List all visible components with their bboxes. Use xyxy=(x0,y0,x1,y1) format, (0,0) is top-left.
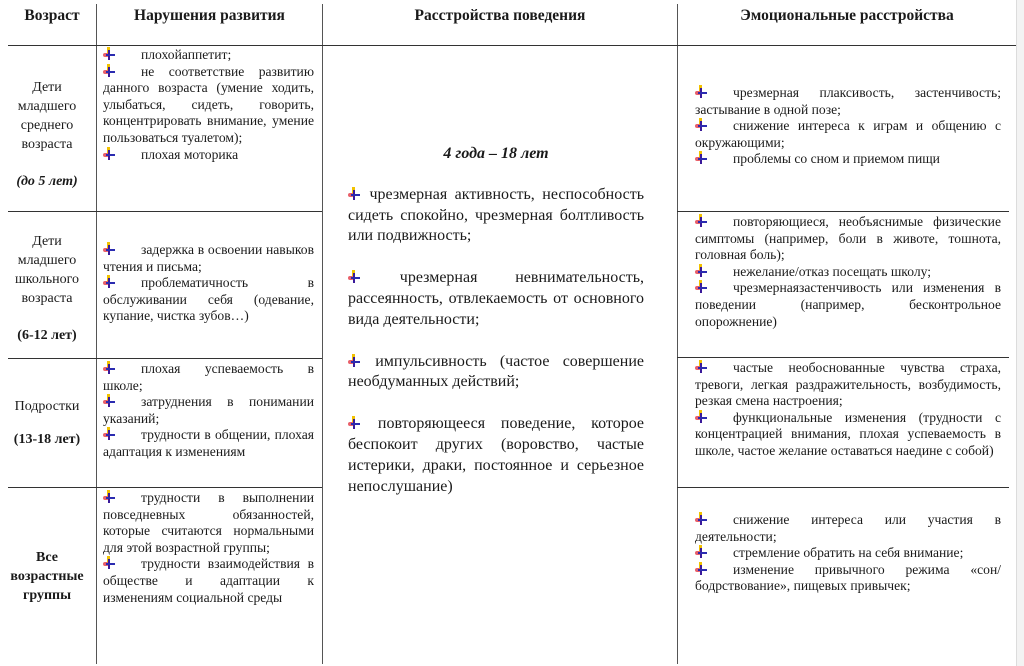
bullet-icon xyxy=(103,147,115,160)
age-name: Подростки xyxy=(14,399,80,414)
list-item: чрезмернаязастенчивость или изменения в поведении (например, бесконтрольное опорожнение) xyxy=(695,280,1001,329)
bullet-icon xyxy=(103,490,115,503)
age-name: Дети младшего школьного возраста xyxy=(15,234,79,306)
row-divider xyxy=(677,487,1009,488)
emotional-cell xyxy=(695,360,1001,460)
bullet-icon xyxy=(103,427,115,440)
bullet-icon xyxy=(103,556,115,569)
development-cell xyxy=(103,490,314,606)
behavior-cell xyxy=(348,144,644,518)
list-item: задержка в освоении навыков чтения и письма; xyxy=(103,242,314,274)
bullet-icon xyxy=(695,280,707,293)
column-divider xyxy=(96,4,97,664)
column-divider xyxy=(677,4,678,664)
behavior-age-range: 4 года – 18 лет xyxy=(443,145,549,162)
age-period: (13-18 лет) xyxy=(13,432,81,447)
list-item: плохая успеваемость в школе; xyxy=(103,361,314,393)
emotional-cell xyxy=(695,85,1001,168)
bullet-icon xyxy=(695,562,707,575)
list-item: чрезмерная активность, неспособность сидеть спокойно, чрезмерная болтливость или подвижность; xyxy=(348,185,645,245)
list-item: снижение интереса или участия в деятельности; xyxy=(695,512,1001,544)
age-cell xyxy=(6,232,88,345)
row-divider xyxy=(8,358,322,359)
list-item: частые необоснованные чувства страха, тревоги, легкая раздражительность, возбудимость, резкая смена настроения; xyxy=(695,360,1001,409)
list-item: проблемы со сном и приемом пищи xyxy=(695,151,1001,168)
header-emotional: Эмоциональные расстройства xyxy=(740,7,954,24)
bullet-icon xyxy=(103,361,115,374)
column-divider xyxy=(322,4,323,664)
emotional-cell xyxy=(695,512,1001,595)
list-item: стремление обратить на себя внимание; xyxy=(695,545,1001,562)
bullet-icon xyxy=(695,360,707,373)
list-item: плохая моторика xyxy=(103,147,314,164)
list-item: проблематичность в обслуживании себя (одевание, купание, чистка зубов…) xyxy=(103,275,314,324)
list-item: повторяющиеся, необъяснимые физические симптомы (например, боли в животе, тошнота, головная боль); xyxy=(695,214,1001,263)
age-cell xyxy=(6,78,88,191)
list-item: функциональные изменения (трудности с концентрацией внимания, плохая успеваемость в школе, частое желание оставаться наедине с собой) xyxy=(695,409,1001,458)
list-item: трудности взаимодействия в обществе и адаптации к изменениям социальной среды xyxy=(103,556,314,605)
row-divider xyxy=(677,211,1009,212)
bullet-icon xyxy=(103,275,115,288)
bullet-icon xyxy=(695,118,707,131)
list-item: нежелание/отказ посещать школу; xyxy=(695,264,1001,281)
bullet-icon xyxy=(348,270,360,283)
bullet-icon xyxy=(695,512,707,525)
bullet-icon xyxy=(348,416,360,429)
bullet-icon xyxy=(695,410,707,423)
age-period: (до 5 лет) xyxy=(16,174,78,189)
age-cell xyxy=(4,548,90,605)
bullet-icon xyxy=(695,214,707,227)
development-cell xyxy=(103,47,314,163)
header-age: Возраст xyxy=(24,7,80,24)
bullet-icon xyxy=(348,187,360,200)
age-name: Дети младшего среднего возраста xyxy=(17,80,77,152)
age-cell xyxy=(6,397,88,449)
bullet-icon xyxy=(695,85,707,98)
bullet-icon xyxy=(103,64,115,77)
development-cell xyxy=(103,361,314,461)
bullet-icon xyxy=(103,242,115,255)
header-divider xyxy=(8,45,1016,46)
bullet-icon xyxy=(695,545,707,558)
row-divider xyxy=(677,357,1009,358)
bullet-icon xyxy=(695,151,707,164)
list-item: плохойаппетит; xyxy=(103,47,314,64)
header-behavior: Расстройства поведения xyxy=(414,7,586,24)
list-item: затруднения в понимании указаний; xyxy=(103,394,314,426)
list-item: чрезмерная невнимательность, рассеянность, отвлекаемость от основного вида деятельности; xyxy=(348,269,644,328)
header-development: Нарушения развития xyxy=(134,7,285,24)
list-item: чрезмерная плаксивость, застенчивость; застывание в одной позе; xyxy=(695,85,1001,117)
bullet-icon xyxy=(103,394,115,407)
list-item: снижение интереса к играм и общению с окружающими; xyxy=(695,118,1001,150)
age-period: (6-12 лет) xyxy=(17,328,77,343)
list-item: импульсивность (частое совершение необдуманных действий; xyxy=(348,352,645,391)
bullet-icon xyxy=(695,264,707,277)
list-item: не соответствие развитию данного возраста (умение ходить, улыбаться, сидеть, говорить, концентрировать внимание, умение пользоваться туалетом); xyxy=(103,63,314,145)
list-item: трудности в общении, плохая адаптация к изменениям xyxy=(103,427,314,459)
list-item: повторяющееся поведение, которое беспокоит других (воровство, частые истерики, драки, постоянное и серьезное непослушание) xyxy=(348,415,645,495)
row-divider xyxy=(8,487,322,488)
list-item: изменение привычного режима «сон/бодрствование», пищевых привычек; xyxy=(695,561,1001,594)
list-item: трудности в выполнении повседневных обязанностей, которые считаются нормальными для этой возрастной группы; xyxy=(103,490,314,555)
page-edge xyxy=(1016,0,1024,666)
bullet-icon xyxy=(348,354,360,367)
development-cell xyxy=(103,242,314,325)
bullet-icon xyxy=(103,47,115,60)
emotional-cell xyxy=(695,214,1001,330)
row-divider xyxy=(8,211,322,212)
age-name: Все возрастные группы xyxy=(10,550,84,603)
